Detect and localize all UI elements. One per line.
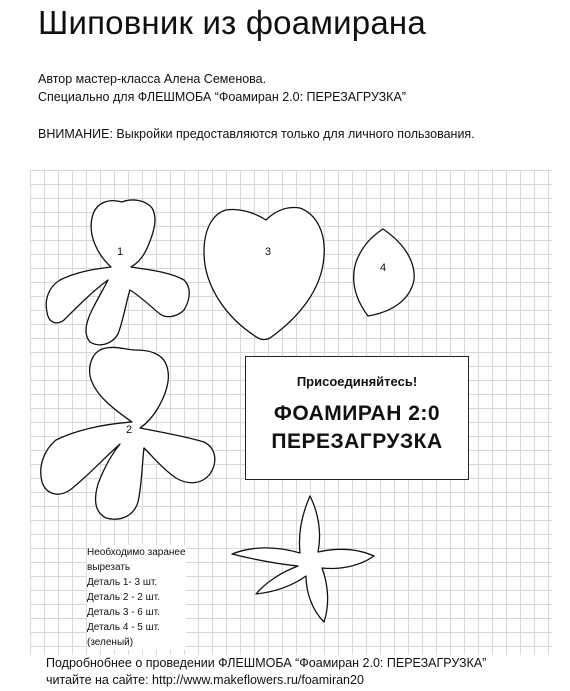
promo-line2: ПЕРЕЗАГРУЗКА [271,430,443,453]
footer-line-2: читайте на сайте: http://www.makeflowers.ru/foamiran20 [46,673,364,687]
cut-list-item: (зеленый) [87,637,134,648]
piece-number-2: 2 [126,424,133,436]
promo-line1: ФОАМИРАН 2:0 [273,402,441,425]
special-line: Специально для ФЛЕШМОБА “Фоамиран 2.0: ПЕРЕЗАГРУЗКА” [38,90,406,104]
page-title: Шиповник из фоамирана [38,4,426,41]
promo-join: Присоединяйтесь! [296,374,418,389]
pattern-sepal-star [232,496,374,622]
pattern-piece-1 [46,200,189,345]
cut-list-item: Деталь 2 - 2 шт. [87,592,160,603]
piece-number-3: 3 [265,246,272,258]
cut-list [87,545,186,650]
piece-number-1: 1 [117,246,124,258]
warning-line: ВНИМАНИЕ: Выкройки предоставляются только для личного пользования. [38,127,475,141]
footer-line-1: Подробнобнее о проведении ФЛЕШМОБА “Фоамиран 2.0: ПЕРЕЗАГРУЗКА” [46,656,487,670]
cut-list-item: Деталь 4 - 5 шт. [87,622,160,633]
promo-box [245,356,469,480]
cut-list-heading-1: Необходимо заранее [87,547,186,558]
author-line: Автор мастер-класса Алена Семенова. [38,72,267,86]
footer [46,655,556,689]
cut-list-heading-2: вырезать [87,562,131,573]
cut-list-item: Деталь 1- 3 шт. [87,577,158,588]
pattern-piece-3 [204,208,324,340]
piece-number-4: 4 [380,262,387,274]
cut-list-item: Деталь 3 - 6 шт. [87,607,160,618]
